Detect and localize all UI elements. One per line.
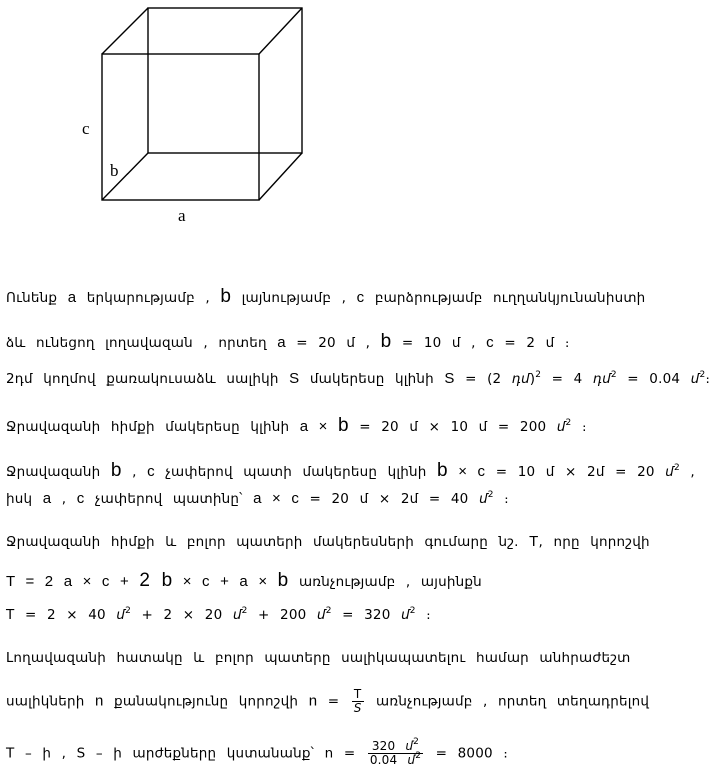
text-line-6: իսկ a , c չափերով պատինը՝ a × c = 20 մ × 2մ = 40 մ$^2$ ։ — [6, 490, 509, 507]
label-b: b — [110, 161, 119, 180]
text-line-8: T = 2 a × c + 2 b × c + a × b առնչությամբ , այսինքն — [6, 570, 482, 591]
box-edge — [102, 8, 148, 54]
box-front-face — [102, 54, 259, 200]
text-line-10: Լողավազանի հատակը և բոլոր պատերը սալիկապատելու համար անհրաժեշտ — [6, 650, 631, 666]
text-line-4: Ջրավազանի հիմքի մակերեսը կլինի a × b = 20 մ × 10 մ = 200 մ$^2$ ։ — [6, 415, 587, 436]
box-edge — [259, 8, 302, 54]
text-line-3: 2դմ կողմով քառակուսաձև սալիկի S մակերեսը կլինի S = (2 դմ)$^2$ = 4 դմ$^2$ = 0.04 մ$^2$։ — [6, 370, 710, 387]
label-c: c — [82, 119, 90, 138]
box-edge — [259, 153, 302, 200]
text-line-11: սալիկների n քանակությունը կորոշվի n = $\frac{T}{S}$ առնչությամբ , որտեղ տեղադրելով — [6, 687, 650, 715]
text-line-9: T = 2 × 40 մ$^2$ + 2 × 20 մ$^2$ + 200 մ$^2$ = 320 մ$^2$ ։ — [6, 606, 431, 623]
text-line-12: T – ի , S – ի արժեքները կստանանք՝ n = $\frac{320 մ^2}{0.04 մ^2}$ = 8000 ։ — [6, 737, 509, 767]
box-back-face — [148, 8, 302, 153]
text-line-2: ձև ունեցող լողավազան , որտեղ a = 20 մ , b = 10 մ , c = 2 մ ։ — [6, 331, 570, 352]
label-a: a — [178, 206, 186, 225]
box-edge — [102, 153, 148, 200]
fraction-T-over-S: $\frac{T}{S}$ — [353, 687, 362, 715]
fraction-result: $\frac{320 մ^2}{0.04 մ^2}$ — [369, 737, 422, 767]
text-line-1: Ունենք a երկարությամբ , b լայնությամբ , c բարձրությամբ ուղղանկյունանիստի — [6, 286, 646, 307]
box-diagram — [0, 0, 708, 240]
text-line-5: Ջրավազանի b , c չափերով պատի մակերեսը կլինի b × c = 10 մ × 2մ = 20 մ$^2$ , — [6, 460, 695, 481]
text-line-7: Ջրավազանի հիմքի և բոլոր պատերի մակերեսների գումարը նշ. T, որը կորոշվի — [6, 533, 650, 550]
